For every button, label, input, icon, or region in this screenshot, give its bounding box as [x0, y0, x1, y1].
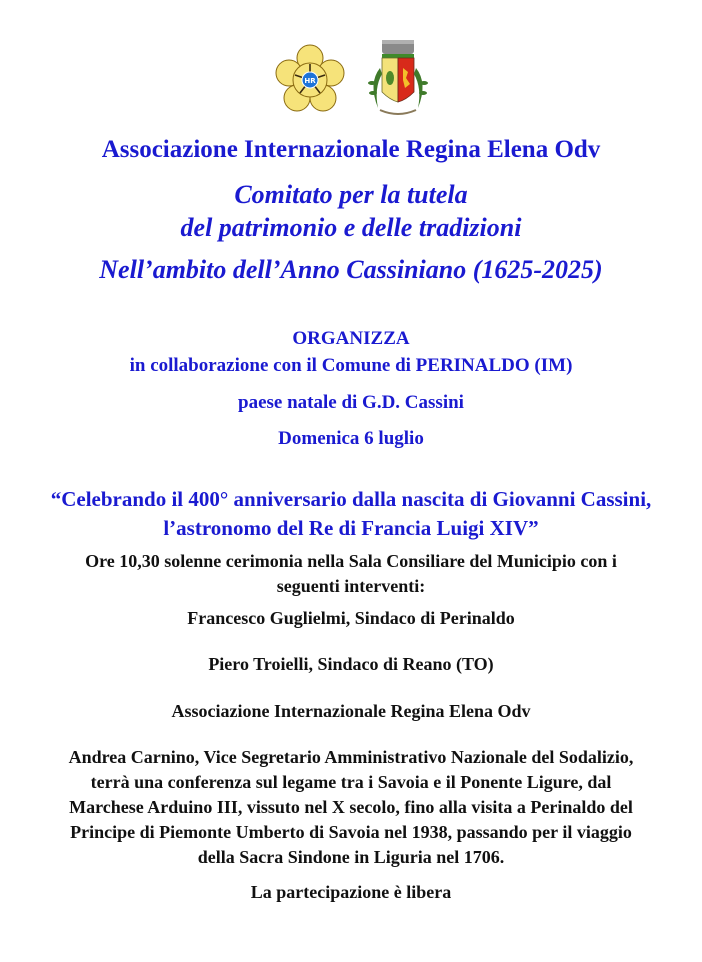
svg-text:HR: HR	[304, 77, 316, 85]
committee-line-2: del patrimonio e delle tradizioni	[180, 213, 522, 242]
event-title-line-2: l’astronomo del Re di Francia Luigi XIV”	[163, 516, 539, 540]
context-line: Nell’ambito dell’Anno Cassiniano (1625-2025)	[99, 255, 603, 284]
admission-note: La partecipazione è libera	[250, 882, 452, 902]
speaker-item: Piero Troielli, Sindaco di Reano (TO)	[208, 654, 494, 674]
association-title: Associazione Internazionale Regina Elena Odv	[101, 136, 601, 163]
conference-line: Marchese Arduino III, vissuto nel X secolo, fino alla visita a Perinaldo del	[69, 797, 633, 817]
tudor-rose-emblem-icon	[274, 44, 346, 116]
event-title-line-1: “Celebrando il 400° anniversario dalla nascita di Giovanni Cassini,	[50, 487, 652, 511]
collaboration-line: in collaborazione con il Comune di PERINALDO (IM)	[129, 355, 573, 376]
committee-line-1: Comitato per la tutela	[234, 180, 468, 209]
event-date: Domenica 6 luglio	[278, 428, 424, 449]
organizes-heading: ORGANIZZA	[292, 328, 410, 349]
conference-line: Andrea Carnino, Vice Segretario Amministrativo Nazionale del Sodalizio,	[68, 747, 634, 767]
birthplace-line: paese natale di G.D. Cassini	[238, 392, 464, 413]
conference-line: Principe di Piemonte Umberto di Savoia nel 1938, passando per il viaggio	[70, 822, 632, 842]
program-intro-line-2: seguenti interventi:	[276, 576, 426, 596]
municipal-coat-of-arms-icon	[360, 38, 436, 124]
conference-line: della Sacra Sindone in Liguria nel 1706.	[197, 847, 505, 867]
speaker-item: Francesco Guglielmi, Sindaco di Perinaldo	[187, 608, 515, 628]
program-intro-line-1: Ore 10,30 solenne cerimonia nella Sala Consiliare del Municipio con i	[85, 551, 617, 571]
speaker-item: Associazione Internazionale Regina Elena Odv	[171, 701, 531, 721]
conference-line: terrà una conferenza sul legame tra i Savoia e il Ponente Ligure, dal	[90, 772, 612, 792]
logos-row	[0, 38, 702, 126]
